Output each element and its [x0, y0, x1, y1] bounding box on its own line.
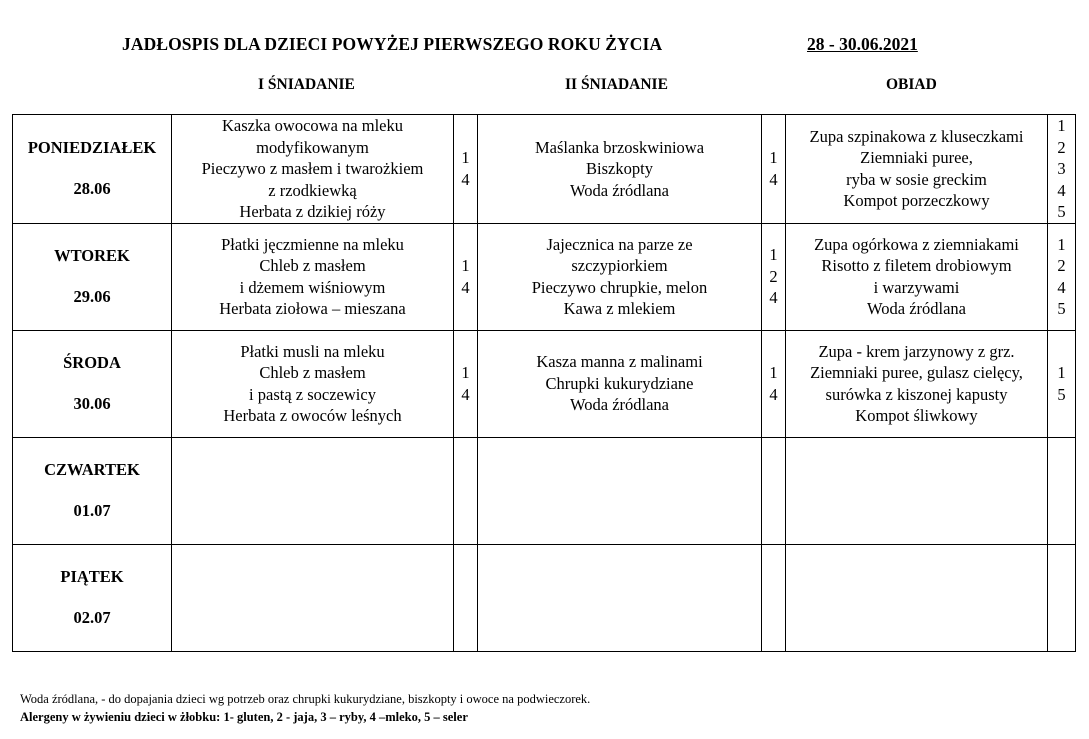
breakfast1-cell [172, 330, 454, 437]
breakfast1-dish-line: i dżemem wiśniowym [239, 277, 386, 297]
allergen-code: 1 [1057, 234, 1066, 254]
breakfast2-dish-line: Biszkopty [586, 159, 653, 178]
breakfast2-dish-line: Kasza manna z malinami [536, 352, 703, 372]
breakfast1-dish-line: Kaszka owocowa na mleku [222, 116, 403, 135]
lunch-dish-line: Ziemniaki puree, [860, 148, 973, 168]
lunch-cell [786, 544, 1048, 651]
day-row [13, 544, 1076, 651]
page-title [0, 34, 1089, 60]
lunch-dish-line: ryba w sosie greckim [846, 169, 987, 189]
breakfast2-dish-line: Kawa z mlekiem [563, 299, 676, 318]
breakfast1-cell [172, 544, 454, 651]
allergen-code: 4 [1057, 277, 1066, 297]
allergen-code: 1 [461, 256, 470, 275]
allergen-code: 1 [461, 148, 470, 168]
lunch-allergens-cell [1048, 330, 1076, 437]
allergen-code: 5 [1057, 384, 1066, 404]
breakfast2-allergens-cell [762, 437, 786, 544]
day-row [13, 223, 1076, 330]
allergen-code: 4 [769, 169, 778, 189]
breakfast1-dish-line: Płatki jęczmienne na mleku [221, 234, 404, 254]
lunch-dish-line: surówka z kiszonej kapusty [825, 384, 1008, 404]
breakfast1-allergens-cell [454, 437, 478, 544]
allergen-code: 2 [1057, 137, 1066, 157]
breakfast1-allergens-cell [454, 223, 478, 330]
allergen-code: 1 [769, 148, 778, 168]
breakfast2-cell [478, 223, 762, 330]
breakfast1-dish-line: Chleb z masłem [259, 256, 366, 275]
lunch-cell [786, 115, 1048, 224]
footer [20, 690, 590, 726]
allergen-code: 2 [769, 266, 778, 286]
breakfast2-allergens-cell [762, 115, 786, 224]
allergen-code: 4 [769, 288, 778, 308]
lunch-allergens-cell [1048, 544, 1076, 651]
day-row [13, 330, 1076, 437]
menu-table-body [13, 115, 1076, 652]
day-cell [13, 437, 172, 544]
lunch-dish-line: Ziemniaki puree, gulasz cielęcy, [810, 363, 1023, 382]
allergen-code: 1 [769, 245, 778, 265]
menu-table [12, 114, 1076, 652]
allergen-code: 4 [461, 384, 470, 404]
allergen-code: 4 [769, 384, 778, 404]
breakfast2-cell [478, 437, 762, 544]
allergen-code: 4 [461, 277, 470, 297]
lunch-allergens-cell [1048, 437, 1076, 544]
day-cell [13, 115, 172, 224]
lunch-allergens-cell [1048, 223, 1076, 330]
allergen-legend: Alergeny w żywieniu dzieci w żłobku: 1- gluten, 2 - jaja, 3 – ryby, 4 –mleko, 5 – seler [20, 710, 468, 724]
breakfast1-dish-line: modyfikowanym [256, 137, 369, 157]
breakfast1-dish-line: Chleb z masłem [259, 363, 366, 382]
allergen-code: 3 [1057, 159, 1066, 178]
day-name: PIĄTEK [60, 567, 124, 586]
breakfast1-dish-line: i pastą z soczewicy [249, 384, 376, 404]
breakfast1-dish-line: Herbata ziołowa – mieszana [219, 299, 406, 318]
day-name: PONIEDZIAŁEK [27, 138, 157, 158]
day-name: ŚRODA [63, 353, 121, 372]
allergen-code: 5 [1057, 202, 1066, 221]
column-header-lunch: OBIAD [886, 76, 937, 93]
footer-note: Woda źródlana, - do dopajania dzieci wg potrzeb oraz chrupki kukurydziane, biszkopty i owoce na podwieczorek. [20, 692, 591, 706]
day-name: CZWARTEK [44, 460, 140, 479]
day-row [13, 115, 1076, 224]
breakfast1-cell [172, 223, 454, 330]
lunch-dish-line: Kompot śliwkowy [855, 406, 978, 425]
breakfast1-dish-line: Pieczywo z masłem i twarożkiem [201, 159, 424, 178]
allergen-code: 1 [1057, 363, 1066, 382]
day-cell [13, 330, 172, 437]
column-header-breakfast1: I ŚNIADANIE [258, 76, 355, 93]
breakfast2-allergens-cell [762, 223, 786, 330]
lunch-dish-line: Zupa ogórkowa z ziemniakami [814, 234, 1019, 254]
breakfast2-dish-line: Maślanka brzoskwiniowa [534, 137, 705, 157]
lunch-dish-line: i warzywami [873, 277, 960, 297]
allergen-code: 2 [1057, 256, 1066, 275]
day-row [13, 437, 1076, 544]
breakfast2-dish-line: Jajecznica na parze ze [546, 234, 693, 254]
day-date: 28.06 [73, 179, 111, 199]
column-header-breakfast2: II ŚNIADANIE [565, 76, 668, 93]
lunch-dish-line: Woda źródlana [867, 299, 966, 318]
breakfast2-cell [478, 330, 762, 437]
breakfast1-allergens-cell [454, 115, 478, 224]
breakfast2-dish-line: szczypiorkiem [571, 256, 668, 275]
allergen-code: 1 [461, 363, 470, 382]
lunch-allergens-cell [1048, 115, 1076, 224]
lunch-dish-line: Zupa szpinakowa z kluseczkami [809, 126, 1024, 146]
breakfast1-cell [172, 115, 454, 224]
breakfast2-dish-line: Chrupki kukurydziane [545, 373, 694, 393]
day-date: 01.07 [73, 501, 111, 520]
lunch-dish-line: Zupa - krem jarzynowy z grz. [818, 341, 1015, 361]
menu-title: JADŁOSPIS DLA DZIECI POWYŻEJ PIERWSZEGO ROKU ŻYCIA [122, 34, 663, 54]
breakfast1-allergens-cell [454, 330, 478, 437]
breakfast1-allergens-cell [454, 544, 478, 651]
allergen-code: 1 [769, 363, 778, 382]
breakfast2-allergens-cell [762, 544, 786, 651]
breakfast1-dish-line: Herbata z dzikiej róży [239, 202, 386, 221]
allergen-code: 4 [461, 169, 470, 189]
lunch-cell [786, 330, 1048, 437]
lunch-cell [786, 223, 1048, 330]
allergen-code: 5 [1057, 299, 1066, 318]
day-cell [13, 223, 172, 330]
menu-date-range: 28 - 30.06.2021 [807, 34, 918, 54]
breakfast1-dish-line: Herbata z owoców leśnych [223, 406, 402, 425]
day-date: 30.06 [73, 394, 111, 413]
lunch-dish-line: Risotto z filetem drobiowym [821, 256, 1012, 275]
lunch-dish-line: Kompot porzeczkowy [843, 191, 990, 211]
day-cell [13, 544, 172, 651]
breakfast2-cell [478, 544, 762, 651]
day-date: 02.07 [73, 608, 111, 627]
lunch-cell [786, 437, 1048, 544]
allergen-code: 4 [1057, 180, 1066, 200]
breakfast2-allergens-cell [762, 330, 786, 437]
allergen-code: 1 [1057, 116, 1066, 135]
breakfast1-dish-line: z rzodkiewką [268, 180, 357, 200]
day-name: WTOREK [54, 246, 130, 265]
breakfast1-cell [172, 437, 454, 544]
breakfast2-dish-line: Pieczywo chrupkie, melon [531, 277, 708, 297]
breakfast2-cell [478, 115, 762, 224]
breakfast1-dish-line: Płatki musli na mleku [240, 341, 385, 361]
day-date: 29.06 [73, 287, 111, 306]
breakfast2-dish-line: Woda źródlana [570, 395, 669, 415]
breakfast2-dish-line: Woda źródlana [570, 180, 669, 200]
